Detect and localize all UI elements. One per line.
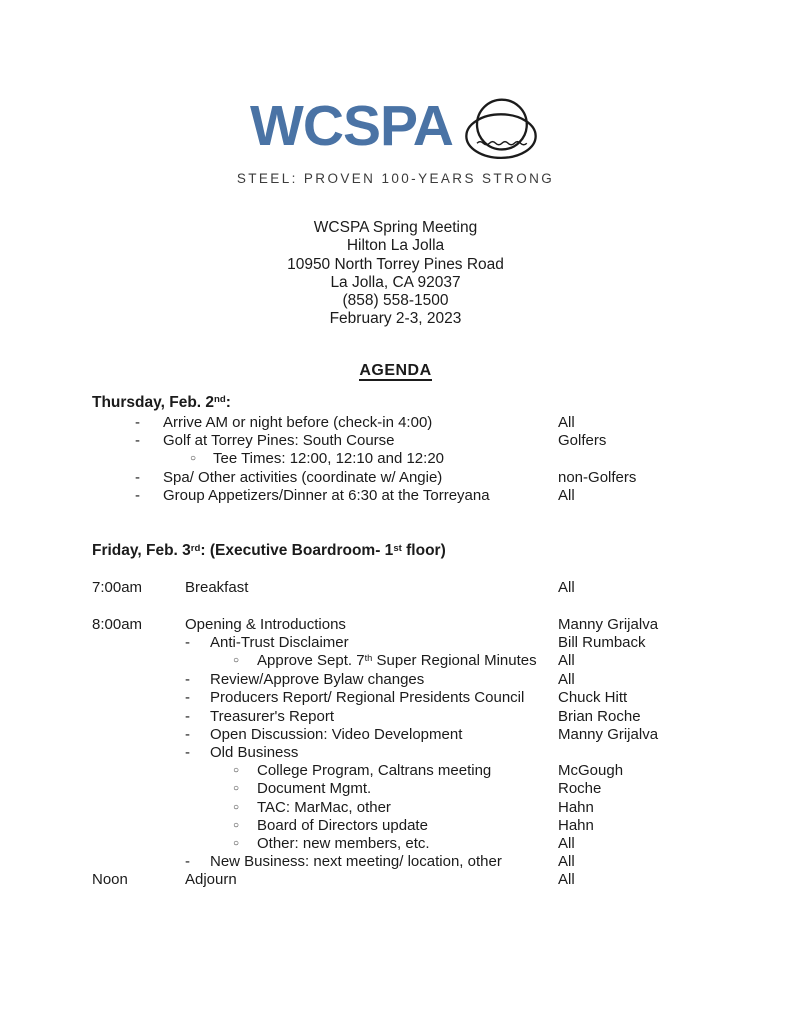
text-part: Super Regional Minutes [372, 652, 537, 669]
assignee: non-Golfers [558, 468, 637, 486]
text-part: College Program, Caltrans meeting [257, 762, 492, 780]
schedule-item [185, 762, 558, 780]
item-label [257, 835, 558, 853]
schedule-row [92, 652, 791, 671]
schedule-row [92, 762, 791, 780]
text-part: Friday, Feb. 3 [92, 542, 191, 559]
meeting-info-line: 10950 North Torrey Pines Road [287, 255, 504, 273]
circle-bullet-icon: ○ [233, 801, 240, 813]
schedule-row [92, 726, 791, 744]
schedule-item [185, 780, 558, 798]
text-part: : [225, 393, 231, 411]
item-label [163, 487, 558, 505]
assignee: All [558, 671, 575, 689]
text-part: Board of Directors update [257, 816, 428, 834]
item-label [185, 871, 558, 889]
friday-heading [92, 542, 791, 562]
schedule-row [92, 671, 791, 689]
time-label [92, 799, 185, 817]
assignee: All [558, 413, 575, 431]
circle-bullet-icon: ○ [233, 783, 240, 795]
time-label: Noon [92, 871, 128, 889]
time-label [92, 744, 185, 762]
friday-schedule [92, 579, 791, 889]
schedule-row [92, 708, 791, 726]
schedule-item [185, 835, 558, 853]
agenda-item-text [92, 432, 558, 450]
schedule-row [92, 689, 791, 707]
circle-bullet-icon: ○ [233, 655, 240, 666]
logo-row [250, 93, 541, 167]
text-part: Other: new members, etc. [257, 835, 430, 853]
assignee: Brian Roche [558, 707, 641, 725]
dash-bullet-icon: - [135, 413, 140, 431]
agenda-item [92, 487, 791, 505]
line-spacer [92, 597, 791, 615]
superscript: rd [190, 542, 201, 554]
assignee: All [558, 835, 575, 853]
time-label [92, 762, 185, 780]
schedule-row [92, 634, 791, 652]
meeting-info-line: La Jolla, CA 92037 [330, 273, 461, 291]
text-part: TAC: MarMac, other [257, 798, 391, 816]
dash-bullet-icon: - [185, 725, 190, 743]
dash-bullet-icon: - [185, 633, 190, 651]
item-label [210, 726, 558, 744]
schedule-row [92, 799, 791, 817]
agenda-title-wrap [0, 362, 791, 380]
item-label [210, 671, 558, 689]
agenda-item-text [92, 469, 558, 487]
time-label [92, 634, 185, 652]
circle-bullet-icon: ○ [233, 819, 240, 831]
text-part: Breakfast [185, 579, 249, 597]
schedule-row [92, 853, 791, 871]
text-part: Old Business [210, 744, 299, 762]
schedule-row [92, 780, 791, 798]
item-label [163, 469, 558, 487]
assignee: Roche [558, 780, 602, 798]
agenda-item [92, 450, 791, 468]
schedule-item [185, 652, 558, 671]
dash-bullet-icon: - [185, 744, 190, 762]
schedule-row [92, 817, 791, 835]
time-label [92, 817, 185, 835]
wcspa-logo [0, 0, 791, 186]
schedule-item [185, 726, 558, 744]
text-part: Spa/ Other activities (coordinate w/ Angie) [163, 468, 443, 486]
time-label: 7:00am [92, 579, 143, 597]
superscript: th [364, 652, 373, 663]
assignee: Chuck Hitt [558, 689, 628, 707]
text-part: Arrive AM or night before (check-in 4:00) [163, 413, 433, 431]
superscript: st [393, 542, 402, 554]
dash-bullet-icon: - [135, 432, 140, 450]
time-label [92, 652, 185, 671]
schedule-item [185, 579, 558, 597]
meeting-info-line: February 2-3, 2023 [329, 310, 462, 328]
text-part: floor) [401, 542, 446, 559]
logo-tagline: STEEL: PROVEN 100-YEARS STRONG [236, 171, 555, 186]
meeting-info [0, 219, 791, 329]
schedule-item [185, 708, 558, 726]
schedule-item [185, 634, 558, 652]
item-label [257, 799, 558, 817]
agenda-item [92, 414, 791, 432]
assignee: All [558, 853, 575, 871]
agenda-item-text [92, 450, 558, 468]
time-label [92, 708, 185, 726]
item-label [185, 616, 558, 634]
schedule-row [92, 616, 791, 634]
item-label [210, 689, 558, 707]
text-part: Review/Approve Bylaw changes [210, 671, 425, 689]
schedule-row [92, 744, 791, 762]
schedule-item [185, 799, 558, 817]
circle-bullet-icon: ○ [233, 838, 240, 850]
item-label [185, 579, 558, 597]
time-label [92, 853, 185, 871]
dash-bullet-icon: - [185, 689, 190, 707]
text-part: Producers Report/ Regional Presidents Council [210, 689, 525, 707]
time-label [92, 726, 185, 744]
thursday-heading [92, 394, 791, 414]
schedule-item [185, 616, 558, 634]
text-part: Golf at Torrey Pines: South Course [163, 432, 395, 450]
time-label [92, 671, 185, 689]
schedule-item [185, 871, 558, 889]
circle-bullet-icon: ○ [233, 765, 240, 777]
thursday-items [92, 414, 791, 505]
item-label [213, 450, 558, 468]
item-label [210, 708, 558, 726]
assignee: All [558, 579, 575, 597]
dash-bullet-icon: - [185, 707, 190, 725]
meeting-info-line: WCSPA Spring Meeting [313, 219, 478, 236]
schedule-item [185, 689, 558, 707]
assignee: Golfers [558, 432, 607, 450]
time-label [92, 835, 185, 853]
assignee: Hahn [558, 798, 594, 816]
item-label [163, 414, 558, 432]
text-part: Tee Times: 12:00, 12:10 and 12:20 [213, 450, 444, 468]
agenda-item [92, 432, 791, 450]
item-label [210, 853, 558, 871]
dash-bullet-icon: - [185, 671, 190, 689]
item-label [210, 634, 558, 652]
superscript: nd [214, 394, 226, 406]
assignee: All [558, 652, 575, 669]
text-part: Opening & Introductions [185, 615, 346, 633]
assignee: Hahn [558, 816, 594, 834]
item-label [163, 432, 558, 450]
schedule-item [185, 853, 558, 871]
text-part: : (Executive Boardroom- 1 [200, 542, 394, 559]
wcspa-wordmark: WCSPA [250, 94, 453, 158]
text-part: Thursday, Feb. 2 [92, 393, 215, 411]
text-part: Treasurer's Report [210, 707, 335, 725]
agenda-body [0, 394, 791, 890]
dash-bullet-icon: - [135, 486, 140, 504]
schedule-row [92, 871, 791, 889]
schedule-item [185, 817, 558, 835]
item-label [210, 744, 558, 762]
agenda-item [92, 469, 791, 487]
meeting-info-line: Hilton La Jolla [346, 237, 445, 255]
item-label [257, 780, 558, 798]
assignee: Bill Rumback [558, 633, 646, 651]
time-label: 8:00am [92, 615, 143, 633]
text-part: Adjourn [185, 871, 237, 889]
schedule-item [185, 671, 558, 689]
agenda-item-text [92, 414, 558, 432]
meeting-info-line: (858) 558-1500 [342, 292, 449, 310]
schedule-row [92, 579, 791, 597]
text-part: Anti-Trust Disclaimer [210, 633, 349, 651]
circle-bullet-icon: ○ [190, 453, 197, 465]
dash-bullet-icon: - [185, 853, 190, 871]
schedule-row [92, 835, 791, 853]
text-part: Open Discussion: Video Development [210, 725, 463, 743]
time-label [92, 780, 185, 798]
agenda-title: AGENDA [359, 361, 432, 379]
item-label [257, 652, 558, 671]
text-part: New Business: next meeting/ location, other [210, 853, 502, 871]
item-label [257, 762, 558, 780]
assignee: All [558, 486, 575, 504]
schedule-item [185, 744, 558, 762]
text-part: Group Appetizers/Dinner at 6:30 at the Torreyana [163, 486, 490, 504]
item-label [257, 817, 558, 835]
assignee: McGough [558, 762, 624, 780]
assignee: All [558, 871, 575, 889]
text-part: Approve Sept. 7 [257, 652, 365, 669]
time-label [92, 689, 185, 707]
assignee: Manny Grijalva [558, 615, 659, 633]
agenda-item-text [92, 487, 558, 505]
dash-bullet-icon: - [135, 468, 140, 486]
text-part: Document Mgmt. [257, 780, 372, 798]
assignee: Manny Grijalva [558, 725, 659, 743]
steel-pipe-water-icon [461, 91, 541, 167]
